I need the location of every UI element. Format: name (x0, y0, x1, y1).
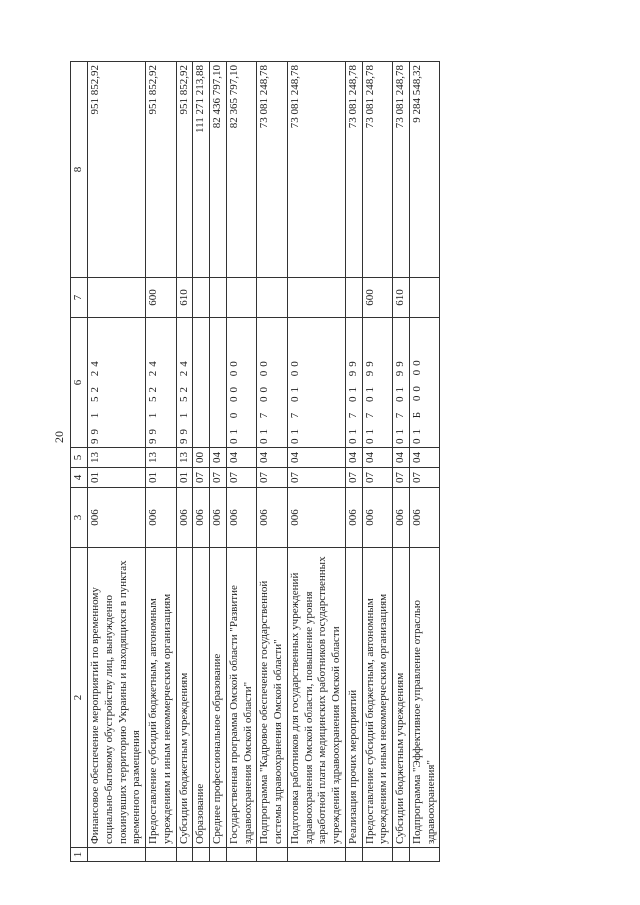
cell-name: Подготовка работников для государственных учреждений здравоохранения Омской области, повышение уровня заработной платы медицинских работников государственных учреждений здравоохранения Омской области (287, 548, 345, 848)
cell-amount: 82 436 797,10 (210, 62, 227, 278)
cell-amount: 951 852,92 (146, 62, 177, 278)
cell-exp-type (345, 278, 362, 318)
cell-col1 (193, 848, 210, 862)
table-row (226, 62, 257, 862)
cell-target (210, 318, 227, 448)
cell-target: 01 7 01 99 (362, 318, 393, 448)
cell-name: Субсидии бюджетным учреждениям (393, 548, 410, 848)
cell-exp-type (88, 278, 146, 318)
cell-col1 (146, 848, 177, 862)
cell-pr: 13 (146, 448, 177, 468)
cell-amount: 73 081 248,78 (257, 62, 288, 278)
cell-exp-type (210, 278, 227, 318)
cell-target: 01 Б 00 00 (409, 318, 440, 448)
table-row (287, 62, 345, 862)
column-header: 4 (71, 468, 88, 488)
cell-ved: 006 (287, 488, 345, 548)
cell-target: 01 7 00 00 (257, 318, 288, 448)
cell-amount: 73 081 248,78 (345, 62, 362, 278)
page-number: 20 (52, 431, 66, 443)
cell-pr: 04 (409, 448, 440, 468)
cell-rz: 07 (409, 468, 440, 488)
cell-ved: 006 (409, 488, 440, 548)
cell-rz: 07 (345, 468, 362, 488)
cell-name: Субсидии бюджетным учреждениям (176, 548, 193, 848)
column-header: 3 (71, 488, 88, 548)
cell-target: 99 1 52 24 (88, 318, 146, 448)
cell-exp-type: 600 (362, 278, 393, 318)
cell-rz: 07 (193, 468, 210, 488)
cell-col1 (409, 848, 440, 862)
cell-target: 01 7 01 99 (345, 318, 362, 448)
table-row (409, 62, 440, 862)
cell-ved: 006 (210, 488, 227, 548)
column-header: 6 (71, 318, 88, 448)
cell-amount: 73 081 248,78 (287, 62, 345, 278)
cell-amount: 111 271 213,88 (193, 62, 210, 278)
cell-pr: 04 (287, 448, 345, 468)
cell-target: 99 1 52 24 (176, 318, 193, 448)
cell-amount: 82 365 797,10 (226, 62, 257, 278)
cell-rz: 07 (393, 468, 410, 488)
cell-target (193, 318, 210, 448)
cell-amount: 73 081 248,78 (393, 62, 410, 278)
table-row (362, 62, 393, 862)
cell-rz: 07 (257, 468, 288, 488)
cell-target: 01 7 01 99 (393, 318, 410, 448)
cell-exp-type: 600 (146, 278, 177, 318)
column-header: 5 (71, 448, 88, 468)
cell-pr: 04 (257, 448, 288, 468)
table-row (210, 62, 227, 862)
cell-name: Предоставление субсидий бюджетным, автономным учреждениям и иным некоммерческим организациям (146, 548, 177, 848)
cell-name: Подпрограмма "Эффективное управление отраслью здравоохранения" (409, 548, 440, 848)
rotated-page (70, 62, 630, 862)
table-row (257, 62, 288, 862)
cell-amount: 73 081 248,78 (362, 62, 393, 278)
cell-exp-type (193, 278, 210, 318)
cell-rz: 07 (226, 468, 257, 488)
cell-name: Государственная программа Омской области "Развитие здравоохранения Омской области" (226, 548, 257, 848)
budget-table (70, 61, 440, 862)
cell-col1 (257, 848, 288, 862)
cell-amount: 951 852,92 (176, 62, 193, 278)
cell-col1 (226, 848, 257, 862)
cell-col1 (287, 848, 345, 862)
table-row (88, 62, 146, 862)
cell-ved: 006 (393, 488, 410, 548)
table-body (88, 62, 440, 862)
cell-name: Среднее профессиональное образование (210, 548, 227, 848)
cell-pr: 13 (88, 448, 146, 468)
cell-exp-type (226, 278, 257, 318)
cell-target: 01 7 01 00 (287, 318, 345, 448)
cell-rz: 01 (176, 468, 193, 488)
cell-ved: 006 (345, 488, 362, 548)
cell-exp-type (257, 278, 288, 318)
cell-exp-type: 610 (393, 278, 410, 318)
cell-amount: 9 284 548,32 (409, 62, 440, 278)
cell-pr: 04 (345, 448, 362, 468)
cell-ved: 006 (176, 488, 193, 548)
cell-ved: 006 (362, 488, 393, 548)
table-row (146, 62, 177, 862)
table-row (393, 62, 410, 862)
column-header: 1 (71, 848, 88, 862)
cell-ved: 006 (257, 488, 288, 548)
cell-exp-type: 610 (176, 278, 193, 318)
table-row (345, 62, 362, 862)
cell-rz: 01 (88, 468, 146, 488)
cell-col1 (176, 848, 193, 862)
cell-name: Предоставление субсидий бюджетным, автономным учреждениям и иным некоммерческим организациям (362, 548, 393, 848)
cell-col1 (362, 848, 393, 862)
cell-pr: 04 (226, 448, 257, 468)
cell-exp-type (409, 278, 440, 318)
cell-pr: 00 (193, 448, 210, 468)
cell-rz: 07 (287, 468, 345, 488)
table-row (193, 62, 210, 862)
cell-exp-type (287, 278, 345, 318)
cell-name: Реализация прочих мероприятий (345, 548, 362, 848)
cell-name: Финансовое обеспечение мероприятий по временному социально-бытовому обустройству лиц, вынужденно покинувших территорию Украины и находящихся в пунктах временного размещения (88, 548, 146, 848)
cell-col1 (88, 848, 146, 862)
cell-amount: 951 852,92 (88, 62, 146, 278)
cell-target: 99 1 52 24 (146, 318, 177, 448)
cell-col1 (210, 848, 227, 862)
cell-col1 (345, 848, 362, 862)
cell-rz: 01 (146, 468, 177, 488)
column-header: 8 (71, 62, 88, 278)
cell-ved: 006 (193, 488, 210, 548)
table-row (176, 62, 193, 862)
header-row (71, 62, 88, 862)
cell-rz: 07 (210, 468, 227, 488)
cell-name: Подпрограмма "Кадровое обеспечение государственной системы здравоохранения Омской области" (257, 548, 288, 848)
cell-col1 (393, 848, 410, 862)
column-header: 7 (71, 278, 88, 318)
column-header: 2 (71, 548, 88, 848)
cell-pr: 04 (362, 448, 393, 468)
cell-ved: 006 (146, 488, 177, 548)
cell-name: Образование (193, 548, 210, 848)
cell-ved: 006 (226, 488, 257, 548)
cell-pr: 04 (210, 448, 227, 468)
cell-rz: 07 (362, 468, 393, 488)
cell-pr: 13 (176, 448, 193, 468)
cell-pr: 04 (393, 448, 410, 468)
cell-ved: 006 (88, 488, 146, 548)
cell-target: 01 0 00 00 (226, 318, 257, 448)
